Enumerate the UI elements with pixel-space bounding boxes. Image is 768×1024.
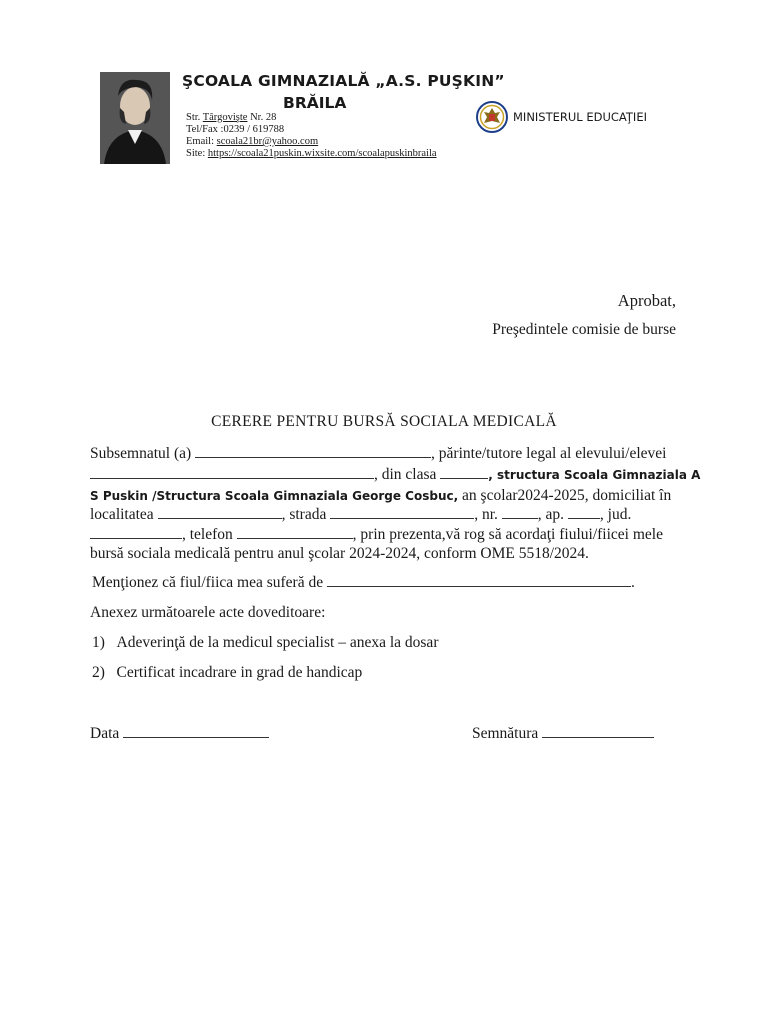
- site-link[interactable]: https://scoala21puskin.wixsite.com/scoalapuskinbraila: [207, 148, 437, 159]
- date-blank[interactable]: [123, 725, 269, 738]
- street-label-form: , strada: [281, 506, 331, 523]
- signature-label: Semnătura: [472, 725, 543, 742]
- form-line-3: [90, 487, 671, 505]
- form-title: CERERE PENTRU BURSĂ SOCIALA MEDICALĂ: [211, 413, 557, 430]
- parent-role-text: , părinte/tutore legal al elevului/elevei: [431, 445, 667, 462]
- form-line-1: [90, 445, 666, 463]
- list-text: Adeverinţă de la medicul specialist – anexa la dosar: [116, 634, 439, 651]
- telfax-line: Tel/Fax :0239 / 619788: [186, 124, 285, 135]
- condition-label: Menţionez că fiul/fiica mea suferă de: [92, 574, 327, 591]
- street-value: Târgovişte: [202, 112, 248, 123]
- apartment-label: , ap.: [537, 506, 568, 523]
- school-city: BRĂILA: [283, 94, 347, 112]
- annex-label: Anexez următoarele acte doveditoare:: [90, 604, 326, 621]
- address-line: [186, 112, 276, 123]
- form-line-6: bursă sociala medicală pentru anul şcolar 2024-2024, conform OME 5518/2024.: [90, 545, 589, 562]
- signature-blank[interactable]: [542, 725, 654, 738]
- condition-blank[interactable]: [327, 574, 631, 587]
- number-label: , nr.: [474, 506, 502, 523]
- street-blank[interactable]: [330, 506, 474, 519]
- form-line-4: [90, 506, 631, 524]
- ministry-crest-icon: [476, 101, 508, 133]
- email-link[interactable]: scoala21br@yahoo.com: [216, 136, 319, 147]
- email-label: Email:: [186, 136, 217, 147]
- class-blank[interactable]: [440, 466, 488, 479]
- approved-label: Aprobat,: [617, 291, 676, 310]
- site-label: Site:: [186, 148, 208, 159]
- locality-blank[interactable]: [158, 506, 282, 519]
- condition-line: [92, 574, 635, 592]
- site-line: [186, 148, 437, 159]
- list-item: [92, 634, 438, 652]
- school-name: ŞCOALA GIMNAZIALĂ „A.S. PUŞKIN”: [182, 72, 505, 90]
- date-line: [90, 725, 269, 743]
- email-line: [186, 136, 318, 147]
- list-text: Certificat incadrare in grad de handicap: [116, 664, 363, 681]
- date-label: Data: [90, 725, 124, 742]
- form-line-2: [90, 466, 700, 484]
- county-label: , jud.: [599, 506, 632, 523]
- ministry-name: MINISTERUL EDUCAŢIEI: [513, 110, 647, 124]
- request-text: , prin prezenta,vă rog să acordaţi fiului/fiicei mele: [352, 526, 663, 543]
- student-name-blank[interactable]: [90, 466, 374, 479]
- condition-end: .: [630, 574, 635, 591]
- school-year-text: an şcolar2024-2025, domiciliat în: [458, 487, 672, 504]
- commission-president-label: Preşedintele comisie de burse: [492, 321, 676, 338]
- structure-text-continued: S Puskin /Structura Scoala Gimnaziala George Cosbuc,: [90, 489, 459, 503]
- structure-text: , structura Scoala Gimnaziala A: [488, 468, 701, 482]
- phone-label: , telefon: [182, 526, 237, 543]
- county-blank[interactable]: [90, 526, 182, 539]
- apartment-blank[interactable]: [568, 506, 600, 519]
- street-label: Str.: [186, 112, 203, 123]
- street-number: Nr. 28: [247, 112, 277, 123]
- locality-label: localitatea: [90, 506, 158, 523]
- list-number: 2): [92, 664, 105, 681]
- signature-line: [472, 725, 654, 743]
- number-blank[interactable]: [502, 506, 538, 519]
- phone-blank[interactable]: [237, 526, 353, 539]
- subsemnatul-label: Subsemnatul (a): [90, 445, 196, 462]
- parent-name-blank[interactable]: [195, 445, 431, 458]
- class-label: , din clasa: [374, 466, 441, 483]
- portrait-image: [100, 72, 170, 164]
- form-line-5: [90, 526, 663, 544]
- list-item: [92, 664, 362, 682]
- list-number: 1): [92, 634, 105, 651]
